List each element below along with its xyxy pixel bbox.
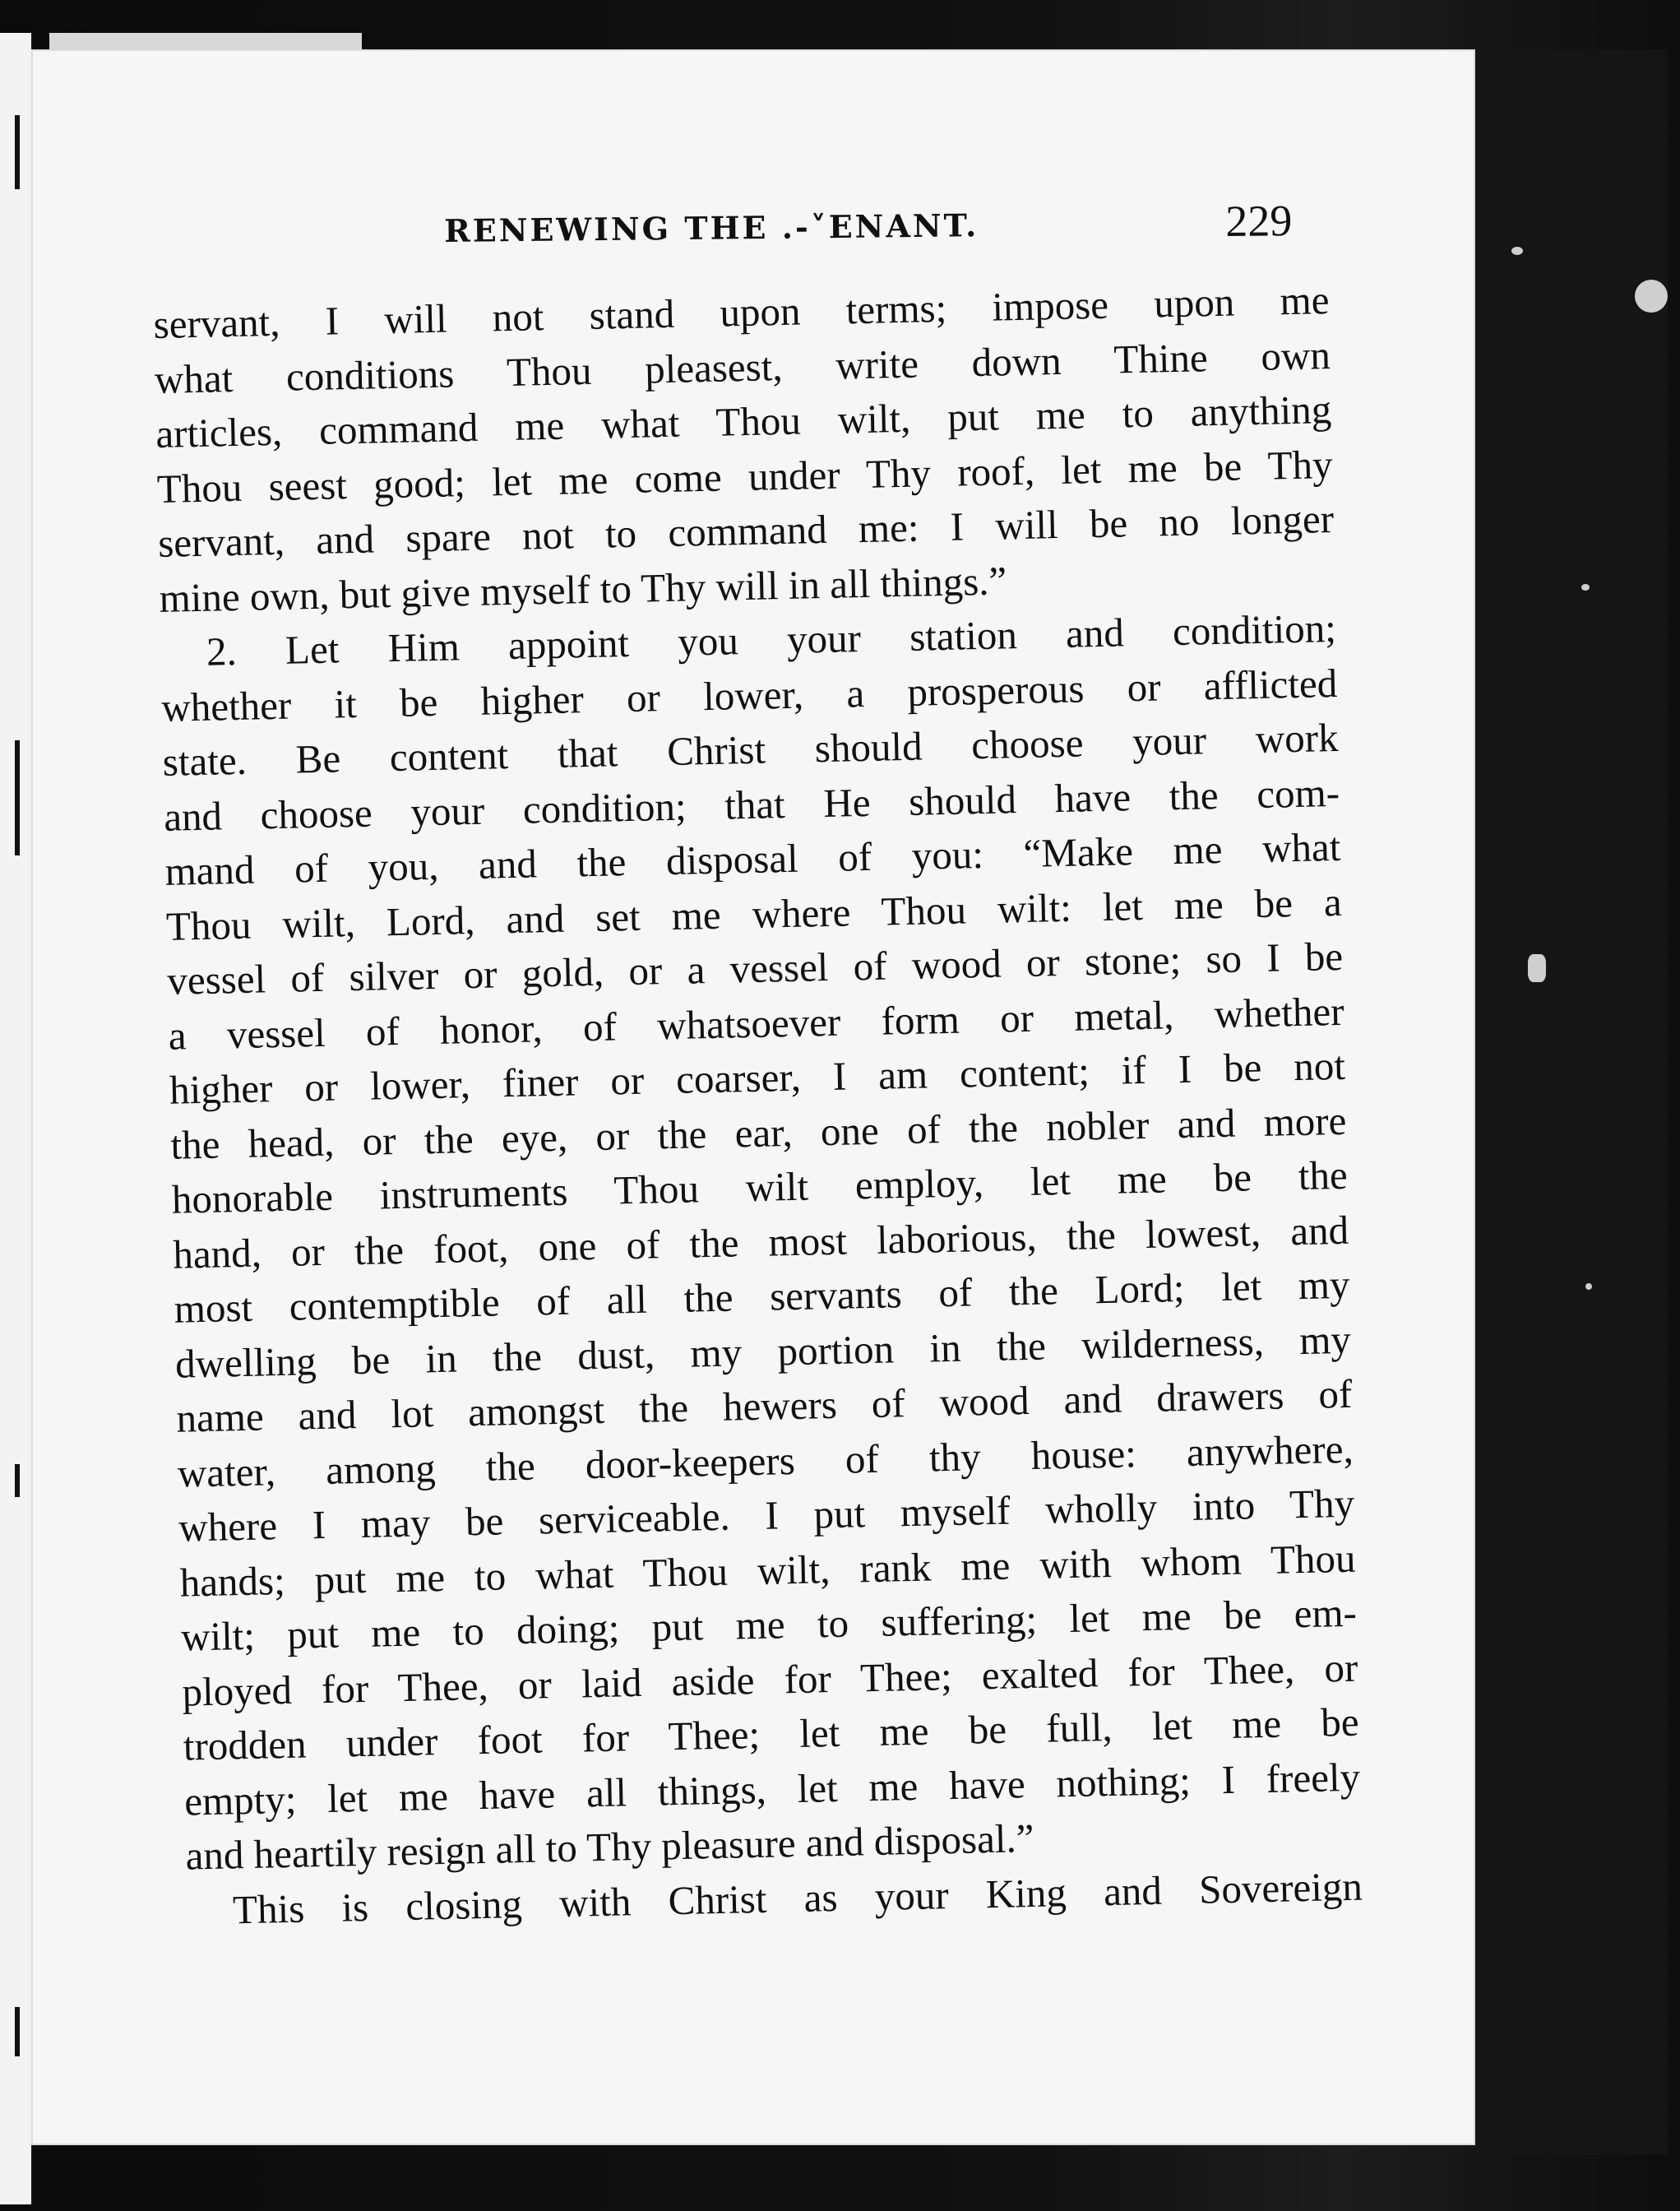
text-line: what conditions Thou pleasest, write down Thine own [154, 331, 1331, 402]
text-line: whether it be higher or lower, a prosperous or afflicted [160, 660, 1338, 730]
text-line: most contemptible of all the servants of the Lord; let my [174, 1261, 1351, 1332]
edge-mark [15, 2007, 20, 2056]
text-line: mand of you, and the disposal of you: “Make me what [164, 823, 1341, 894]
text-line: articles, command me what Thou wilt, put me to anything [155, 387, 1332, 457]
text-line: mine own, but give myself to Thy will in all things.” [159, 557, 1007, 621]
binding-edge [0, 33, 34, 2204]
dust-speck [1528, 954, 1546, 982]
text-line: honorable instruments Thou wilt employ, let me be the [171, 1152, 1349, 1222]
text-line: and choose your condition; that He should have the com- [163, 769, 1340, 840]
text-line: name and lot amongst the hewers of wood and drawers of [175, 1370, 1353, 1441]
edge-mark [15, 1464, 20, 1497]
text-line: empty; let me have all things, let me have nothing; I freely [183, 1754, 1361, 1824]
text-line: where I may be serviceable. I put myself wholly into Thy [178, 1480, 1355, 1550]
text-line: ployed for Thee, or laid aside for Thee; exalted for Thee, or [181, 1644, 1358, 1715]
dust-speck [1511, 247, 1523, 255]
text-line: hand, or the foot, one of the most laborious, the lowest, and [172, 1207, 1349, 1277]
text-line: Thou wilt, Lord, and set me where Thou wilt: let me be a [165, 878, 1343, 949]
text-line: Thou seest good; let me come under Thy roof, let me be Thy [156, 441, 1334, 512]
text-line: hands; put me to what Thou wilt, rank me with whom Thou [179, 1535, 1356, 1606]
text-line: wilt; put me to doing; put me to suffering; let me be em- [180, 1589, 1358, 1660]
text-line: state. Be content that Christ should choose your work [162, 714, 1340, 785]
text-line: water, among the door-keepers of thy house: anywhere, [177, 1425, 1354, 1496]
text-line: 2. Let Him appoint you your station and condition; [206, 605, 1337, 674]
text-line: This is closing with Christ as your King and Sovereign [232, 1863, 1363, 1932]
scanner-surround [1479, 49, 1668, 2155]
page-number: 229 [1225, 196, 1293, 246]
edge-mark [15, 740, 20, 855]
dust-speck [1635, 280, 1668, 313]
text-line: dwelling be in the dust, my portion in the wilderness, my [174, 1316, 1352, 1387]
text-line: servant, and spare not to command me: I will be no longer [157, 495, 1335, 566]
running-header: RENEWING THE .-˅ENANT. [444, 206, 979, 249]
text-line: and heartily resign all to Thy pleasure and disposal.” [185, 1815, 1034, 1879]
text-line: servant, I will not stand upon terms; impose upon me [153, 277, 1330, 347]
text-line: higher or lower, finer or coarser, I am content; if I be not [169, 1042, 1346, 1113]
dust-speck [1585, 1283, 1592, 1290]
text-line: the head, or the eye, or the ear, one of the nobler and more [169, 1097, 1347, 1168]
body-text [153, 273, 1363, 1939]
text-line: vessel of silver or gold, or a vessel of wood or stone; so I be [166, 933, 1344, 1004]
dust-speck [1581, 584, 1590, 591]
edge-mark [15, 115, 20, 189]
text-line: trodden under foot for Thee; let me be full, let me be [183, 1699, 1360, 1769]
text-line: a vessel of honor, of whatsoever form or metal, whether [168, 988, 1345, 1059]
